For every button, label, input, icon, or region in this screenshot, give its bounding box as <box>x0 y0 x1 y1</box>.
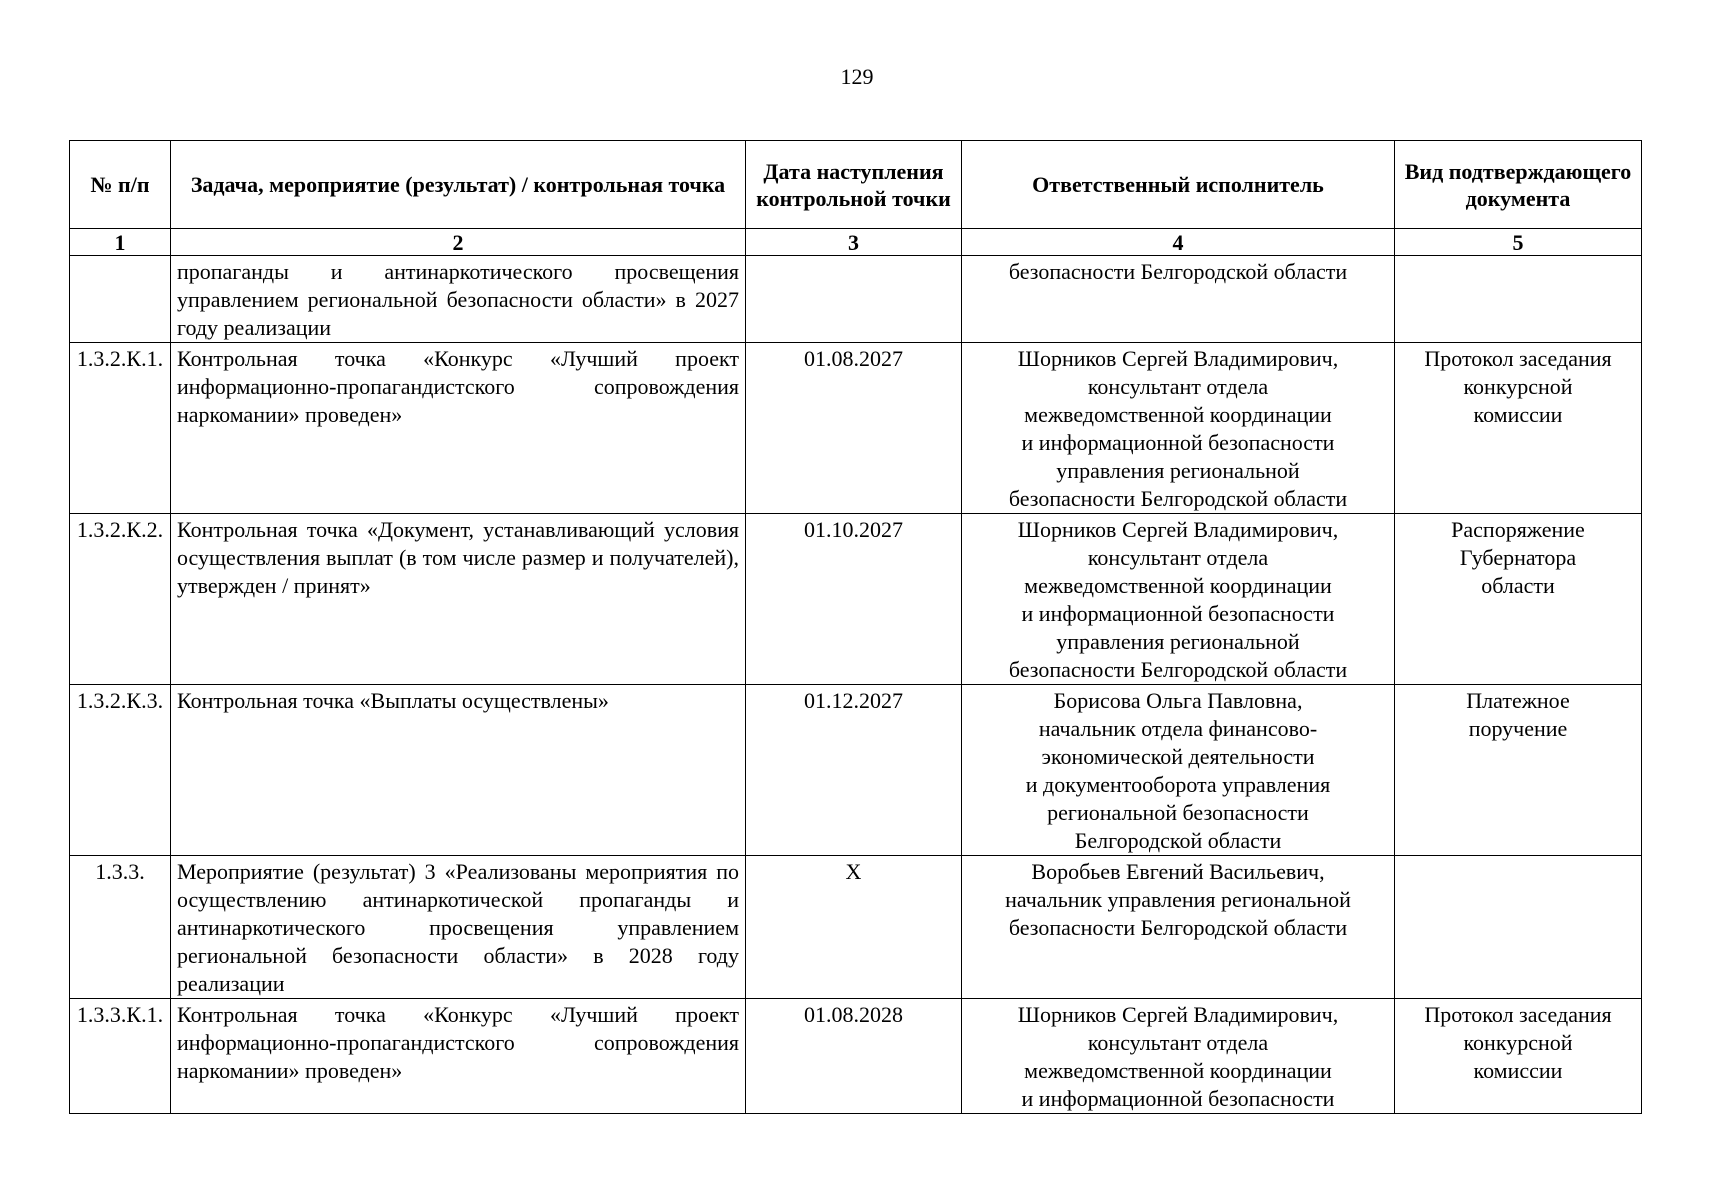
row-document <box>1395 256 1642 343</box>
table-row <box>70 856 1642 999</box>
column-number-2: 2 <box>171 229 746 256</box>
row-number: 1.3.2.К.3. <box>70 685 171 856</box>
page-number: 129 <box>840 64 874 89</box>
row-task: Контрольная точка «Конкурс «Лучший проект информационно-пропагандистского сопровождения наркомании» проведен» <box>171 999 746 1114</box>
column-number-3: 3 <box>746 229 962 256</box>
row-responsible: Борисова Ольга Павловна, начальник отдела финансово- экономической деятельности и документооборота управления региональной безопасности Белгородской области <box>962 685 1395 856</box>
row-number: 1.3.2.К.1. <box>70 343 171 514</box>
row-date <box>746 256 962 343</box>
header-document: Вид подтверждающего документа <box>1395 141 1642 229</box>
table-row <box>70 999 1642 1114</box>
header-task: Задача, мероприятие (результат) / контрольная точка <box>171 141 746 229</box>
row-responsible: Шорников Сергей Владимирович, консультант отдела межведомственной координации и информационной безопасности управления региональной безопасности Белгородской области <box>962 514 1395 685</box>
row-date: 01.10.2027 <box>746 514 962 685</box>
table-row <box>70 685 1642 856</box>
row-number: 1.3.3. <box>70 856 171 999</box>
table-row <box>70 343 1642 514</box>
row-document: Протокол заседания конкурсной комиссии <box>1395 343 1642 514</box>
table-row <box>70 514 1642 685</box>
row-document: Распоряжение Губернатора области <box>1395 514 1642 685</box>
row-date: 01.12.2027 <box>746 685 962 856</box>
header-date: Дата наступления контрольной точки <box>746 141 962 229</box>
row-date: 01.08.2028 <box>746 999 962 1114</box>
table-row <box>70 256 1642 343</box>
column-number-1: 1 <box>70 229 171 256</box>
row-responsible: Шорников Сергей Владимирович, консультант отдела межведомственной координации и информационной безопасности управления региональной безопасности Белгородской области <box>962 343 1395 514</box>
row-responsible: безопасности Белгородской области <box>962 256 1395 343</box>
row-task: Контрольная точка «Документ, устанавливающий условия осуществления выплат (в том числе размер и получателей), утвержден / принят» <box>171 514 746 685</box>
table-header-row <box>70 141 1642 229</box>
row-document: Протокол заседания конкурсной комиссии <box>1395 999 1642 1114</box>
row-document <box>1395 856 1642 999</box>
row-document: Платежное поручение <box>1395 685 1642 856</box>
column-number-4: 4 <box>962 229 1395 256</box>
row-task: Мероприятие (результат) 3 «Реализованы мероприятия по осуществлению антинаркотической пропаганды и антинаркотического просвещения управлением региональной безопасности области» в 2028 году реализации <box>171 856 746 999</box>
column-numbering-row <box>70 229 1642 256</box>
row-date: X <box>746 856 962 999</box>
row-task: Контрольная точка «Конкурс «Лучший проект информационно-пропагандистского сопровождения наркомании» проведен» <box>171 343 746 514</box>
row-number <box>70 256 171 343</box>
row-responsible: Воробьев Евгений Васильевич, начальник управления региональной безопасности Белгородской области <box>962 856 1395 999</box>
row-number: 1.3.2.К.2. <box>70 514 171 685</box>
row-task: пропаганды и антинаркотического просвещения управлением региональной безопасности области» в 2027 году реализации <box>171 256 746 343</box>
row-number: 1.3.3.К.1. <box>70 999 171 1114</box>
row-responsible: Шорников Сергей Владимирович, консультант отдела межведомственной координации и информационной безопасности <box>962 999 1395 1114</box>
control-points-table <box>69 140 1642 1114</box>
row-task: Контрольная точка «Выплаты осуществлены» <box>171 685 746 856</box>
row-date: 01.08.2027 <box>746 343 962 514</box>
header-responsible: Ответственный исполнитель <box>962 141 1395 229</box>
column-number-5: 5 <box>1395 229 1642 256</box>
header-number: № п/п <box>70 141 171 229</box>
